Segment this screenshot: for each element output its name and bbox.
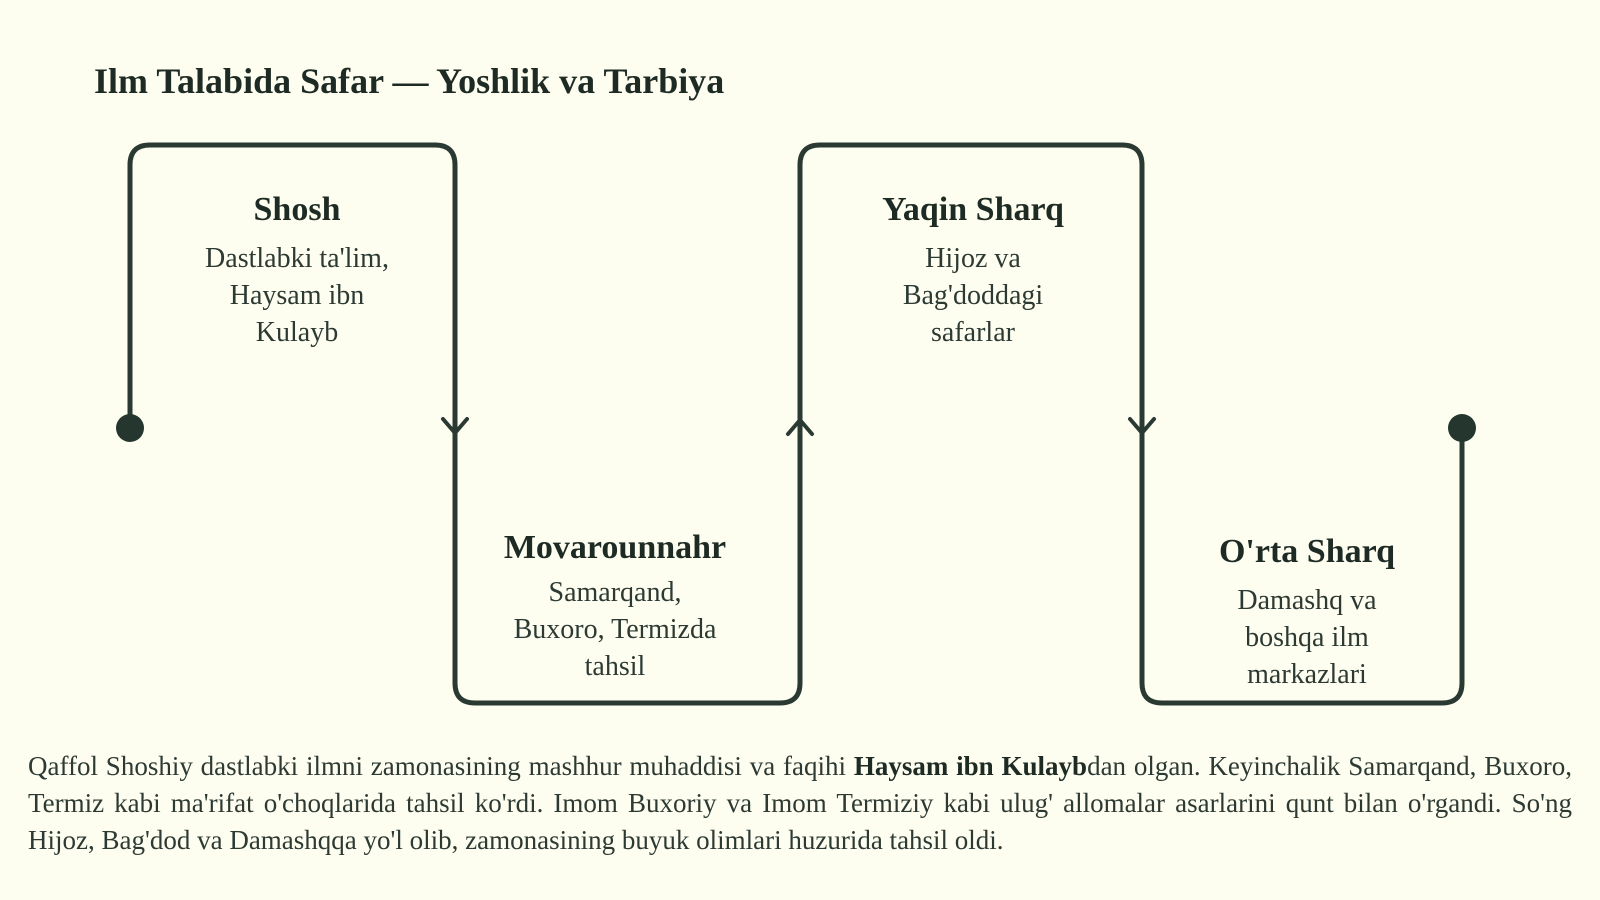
start-dot <box>116 414 144 442</box>
stop-orta-sharq <box>1167 532 1447 693</box>
stop-description: Hijoz va Bag'doddagi safarlar <box>902 243 1044 348</box>
page-title: Ilm Talabida Safar — Yoshlik va Tarbiya <box>94 61 725 101</box>
stop-movarounnahr <box>475 528 755 685</box>
stop-description: Dastlabki ta'lim, Haysam ibn Kulayb <box>205 243 389 348</box>
stop-shosh <box>157 190 437 351</box>
stop-yaqin-sharq <box>833 190 1113 351</box>
stop-name: Movarounnahr <box>503 529 727 566</box>
summary-text-before: Qaffol Shoshiy dastlabki ilmni zamonasining mashhur muhaddisi va faqihi <box>28 751 854 781</box>
summary-text-after: dan olgan. Keyinchalik Samarqand, Buxoro, Termiz kabi ma'rifat o'choqlarida tahsil ko'rdi. Imom Buxoriy va Imom Termiziy kabi ulug' allomalar asarlarini qunt bilan o'rgandi. So'ng Hijoz, Bag'dod va Damashqqa yo'l olib, zamonasining buyuk olimlari huzurida tahsil oldi. <box>28 751 1572 855</box>
stop-description: Samarqand, Buxoro, Termizda tahsil <box>513 577 717 682</box>
stop-name: Shosh <box>253 191 341 228</box>
stop-name: Yaqin Sharq <box>882 191 1064 228</box>
summary-paragraph <box>28 748 1572 859</box>
end-dot <box>1448 414 1476 442</box>
summary-highlight: Haysam ibn Kulayb <box>853 751 1088 781</box>
stop-name: O'rta Sharq <box>1218 533 1395 570</box>
stop-description: Damashq va boshqa ilm markazlari <box>1237 585 1377 690</box>
